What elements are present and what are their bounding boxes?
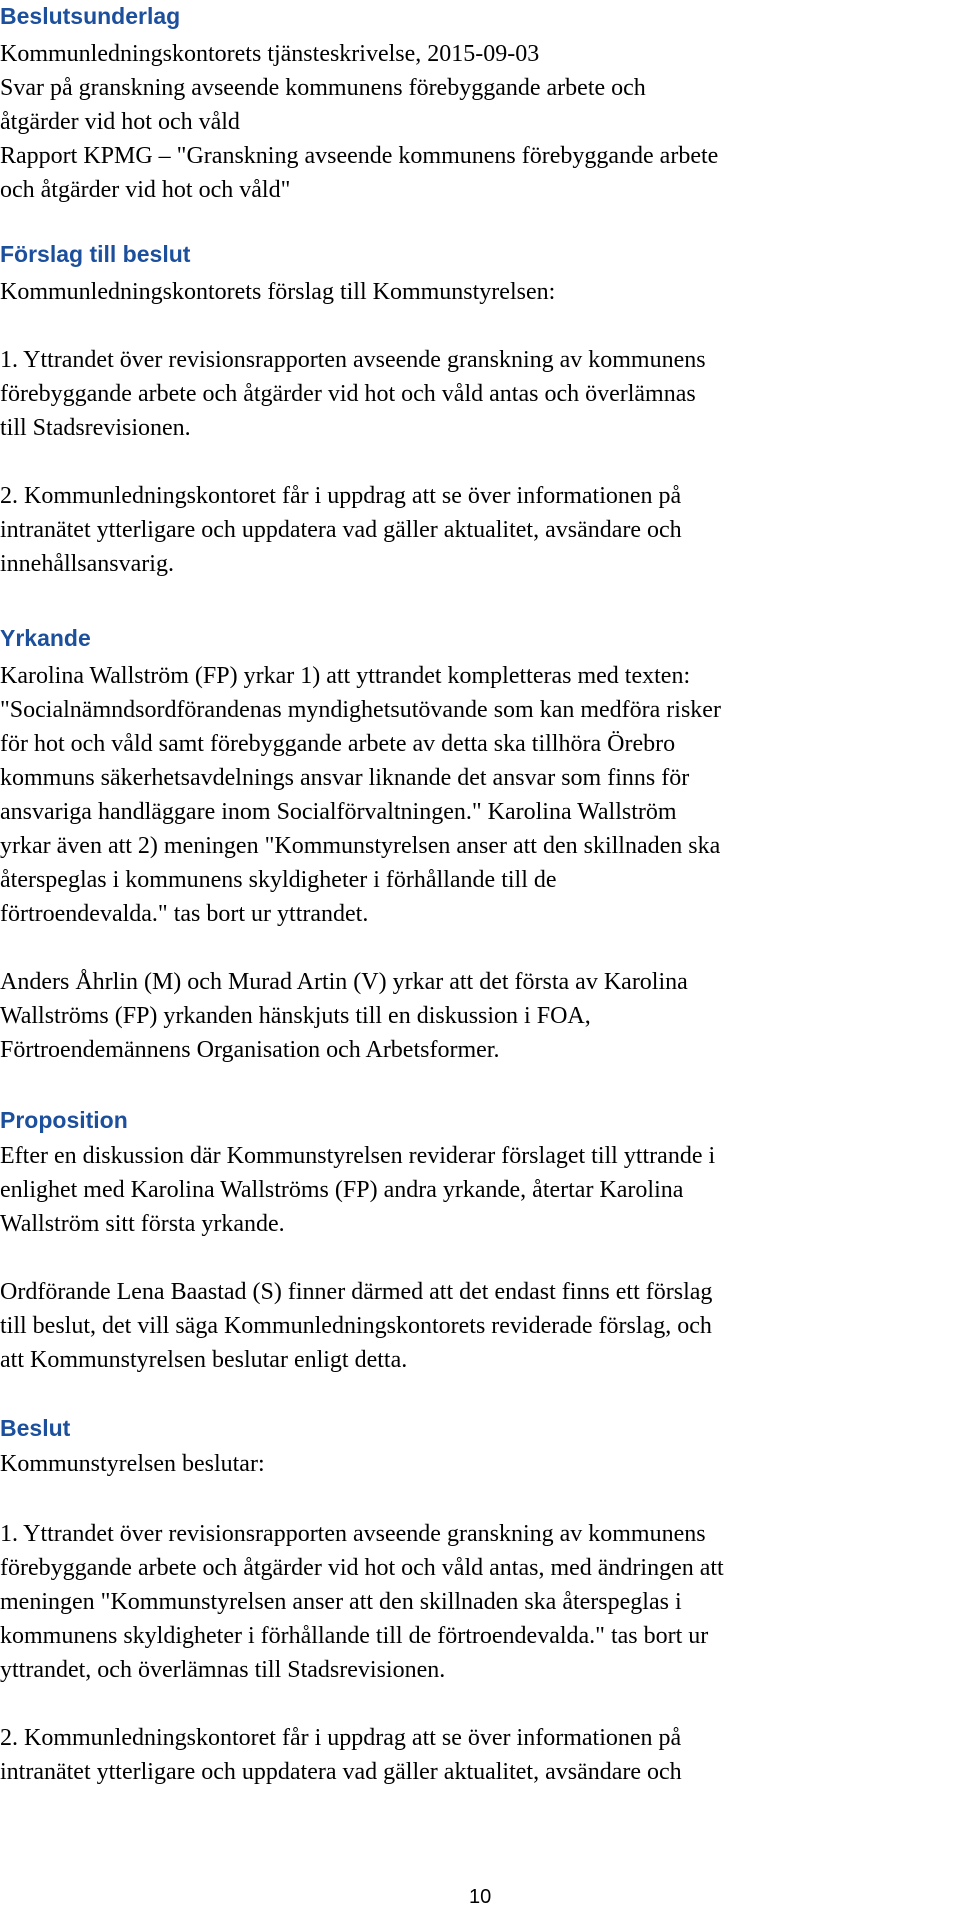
yrkande-para-1-line: kommuns säkerhetsavdelnings ansvar liknande det ansvar som finns för bbox=[0, 765, 690, 791]
heading-beslutsunderlag: Beslutsunderlag bbox=[0, 3, 181, 29]
yrkande-para-1-line: Karolina Wallström (FP) yrkar 1) att yttrandet kompletteras med texten: bbox=[0, 663, 691, 689]
beslut-intro: Kommunstyrelsen beslutar: bbox=[0, 1451, 265, 1477]
forslag-point-1-line: till Stadsrevisionen. bbox=[0, 415, 191, 441]
proposition-para-2-line: Ordförande Lena Baastad (S) finner därmed att det endast finns ett förslag bbox=[0, 1279, 713, 1305]
beslut-point-1-line: meningen "Kommunstyrelsen anser att den skillnaden ska återspeglas i bbox=[0, 1589, 682, 1615]
proposition-para-2-line: att Kommunstyrelsen beslutar enligt detta. bbox=[0, 1347, 408, 1373]
underlag-line: åtgärder vid hot och våld bbox=[0, 109, 240, 135]
underlag-line: Rapport KPMG – "Granskning avseende kommunens förebyggande arbete bbox=[0, 143, 719, 169]
yrkande-para-1-line: yrkar även att 2) meningen "Kommunstyrelsen anser att den skillnaden ska bbox=[0, 833, 721, 859]
yrkande-para-1-line: förtroendevalda." tas bort ur yttrandet. bbox=[0, 901, 369, 927]
heading-beslut: Beslut bbox=[0, 1415, 71, 1441]
yrkande-para-1-line: för hot och våld samt förebyggande arbete av detta ska tillhöra Örebro bbox=[0, 731, 676, 757]
proposition-para-1-line: enlighet med Karolina Wallströms (FP) andra yrkande, återtar Karolina bbox=[0, 1177, 684, 1203]
heading-yrkande: Yrkande bbox=[0, 625, 91, 651]
proposition-para-1-line: Efter en diskussion där Kommunstyrelsen reviderar förslaget till yttrande i bbox=[0, 1143, 716, 1169]
yrkande-para-1-line: "Socialnämndsordförandenas myndighetsutövande som kan medföra risker bbox=[0, 697, 721, 723]
underlag-line: Kommunledningskontorets tjänsteskrivelse, 2015-09-03 bbox=[0, 41, 540, 67]
beslut-point-2-line: intranätet ytterligare och uppdatera vad gäller aktualitet, avsändare och bbox=[0, 1759, 682, 1785]
forslag-point-1-line: 1. Yttrandet över revisionsrapporten avseende granskning av kommunens bbox=[0, 347, 706, 373]
underlag-line: och åtgärder vid hot och våld" bbox=[0, 177, 291, 203]
forslag-point-2-line: 2. Kommunledningskontoret får i uppdrag att se över informationen på bbox=[0, 483, 682, 509]
proposition-para-1-line: Wallström sitt första yrkande. bbox=[0, 1211, 285, 1237]
beslut-point-1-line: 1. Yttrandet över revisionsrapporten avseende granskning av kommunens bbox=[0, 1521, 706, 1547]
heading-proposition: Proposition bbox=[0, 1107, 128, 1133]
forslag-point-2-line: intranätet ytterligare och uppdatera vad gäller aktualitet, avsändare och bbox=[0, 517, 682, 543]
forslag-point-2-line: innehållsansvarig. bbox=[0, 551, 174, 577]
page-number: 10 bbox=[469, 1886, 492, 1908]
yrkande-para-1-line: återspeglas i kommunens skyldigheter i förhållande till de bbox=[0, 867, 557, 893]
beslut-point-1-line: förebyggande arbete och åtgärder vid hot och våld antas, med ändringen att bbox=[0, 1555, 724, 1581]
yrkande-para-2-line: Wallströms (FP) yrkanden hänskjuts till en diskussion i FOA, bbox=[0, 1003, 591, 1029]
forslag-point-1-line: förebyggande arbete och åtgärder vid hot och våld antas och överlämnas bbox=[0, 381, 696, 407]
beslut-point-1-line: kommunens skyldigheter i förhållande till de förtroendevalda." tas bort ur bbox=[0, 1623, 709, 1649]
beslut-point-1-line: yttrandet, och överlämnas till Stadsrevisionen. bbox=[0, 1657, 446, 1683]
forslag-intro: Kommunledningskontorets förslag till Kommunstyrelsen: bbox=[0, 279, 556, 305]
heading-forslag: Förslag till beslut bbox=[0, 241, 191, 267]
underlag-line: Svar på granskning avseende kommunens förebyggande arbete och bbox=[0, 75, 646, 101]
yrkande-para-1-line: ansvariga handläggare inom Socialförvaltningen." Karolina Wallström bbox=[0, 799, 677, 825]
proposition-para-2-line: till beslut, det vill säga Kommunledningskontorets reviderade förslag, och bbox=[0, 1313, 712, 1339]
beslut-point-2-line: 2. Kommunledningskontoret får i uppdrag att se över informationen på bbox=[0, 1725, 682, 1751]
yrkande-para-2-line: Anders Åhrlin (M) och Murad Artin (V) yrkar att det första av Karolina bbox=[0, 969, 688, 995]
yrkande-para-2-line: Förtroendemännens Organisation och Arbetsformer. bbox=[0, 1037, 500, 1063]
